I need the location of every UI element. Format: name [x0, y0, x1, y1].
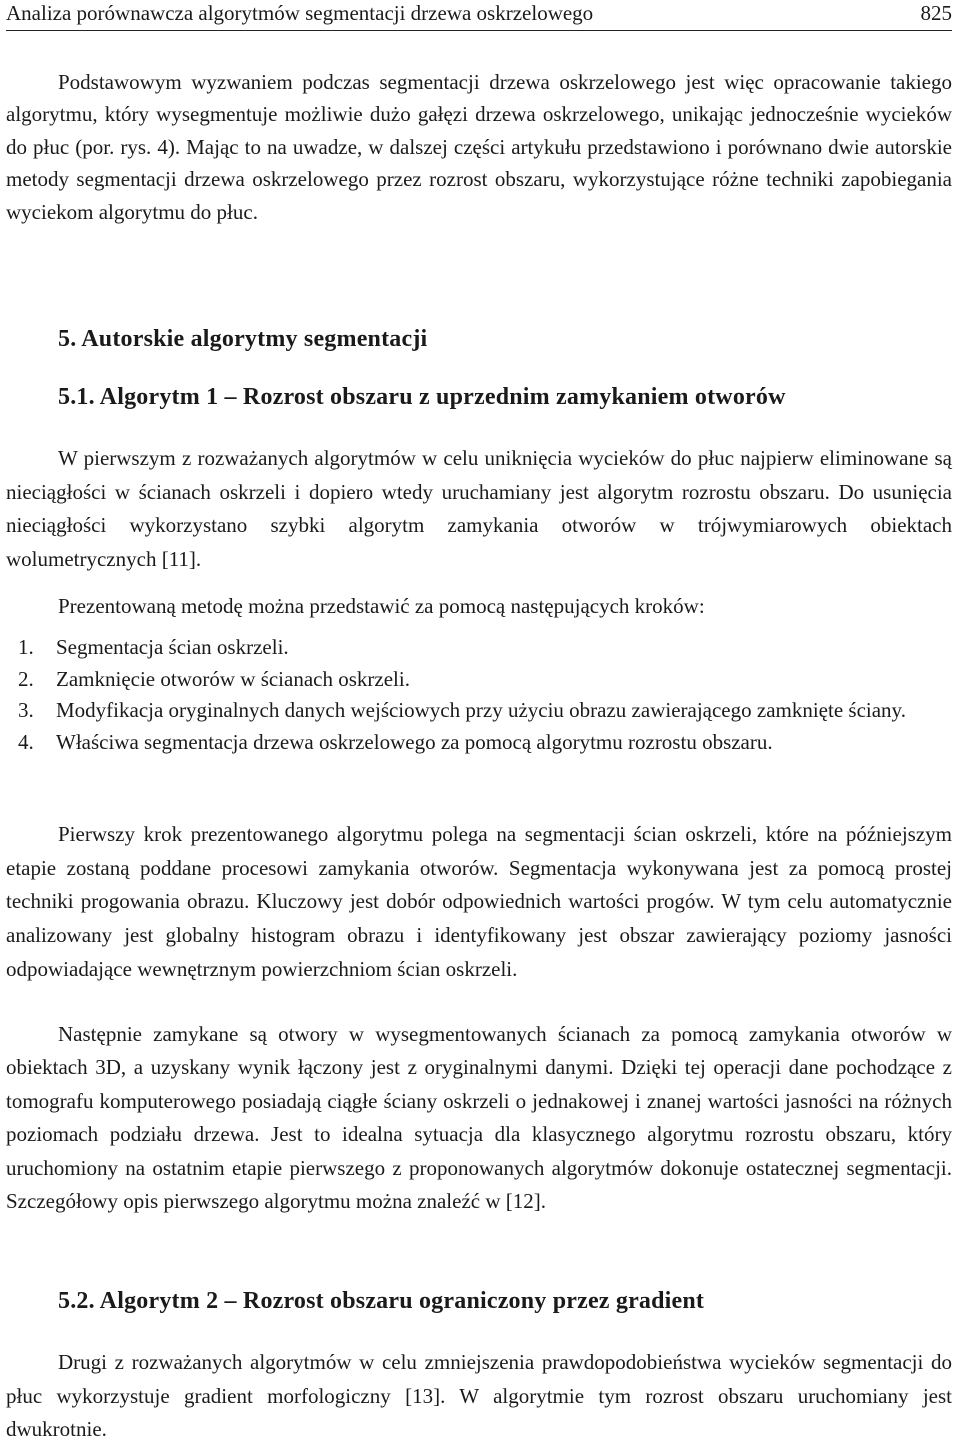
first-step-paragraph: Pierwszy krok prezentowanego algorytmu polega na segmentacji ścian oskrzeli, które na późniejszym etapie zostaną poddane procesowi zamykania otworów. Segmentacja wykonywana jest za pomocą prostej techniki progowania obrazu. Kluczowy jest dobór odpowiednich wartości progów. W tym celu automatycznie analizowany jest globalny histogram obrazu i identyfikowany jest obszar zawierający poziomy jasności odpowiadające wewnętrznym powierzchniom ścian oskrzeli.	[6, 822, 952, 981]
list-item	[6, 632, 952, 664]
list-item-text: Zamknięcie otworów w ścianach oskrzeli.	[56, 666, 410, 691]
page-number: 825	[920, 1, 952, 25]
algorithm-2-paragraph: Drugi z rozważanych algorytmów w celu zmniejszenia prawdopodobieństwa wycieków segmentacji do płuc wykorzystuje gradient morfologiczny [13]. W algorytmie tym rozrost obszaru uruchomiany jest dwukrotnie.	[6, 1350, 952, 1441]
list-item-text: Segmentacja ścian oskrzeli.	[56, 635, 289, 659]
next-step-paragraph: Następnie zamykane są otwory w wysegmentowanych ścianach za pomocą zamykania otworów w obiektach 3D, a uzyskany wynik łączony jest z oryginalnymi danymi. Dzięki tej operacji dane pochodzące z tomografu komputerowego posiadają ciągłe ściany oskrzeli o jednakowej i znanej wartości jasności na różnych poziomach podziału drzewa. Jest to idealna sytuacja dla klasycznego algorytmu rozrostu obszaru, który uruchomiony na ostatnim etapie pierwszego z proponowanych algorytmów dokonuje ostatecznej segmentacji. Szczegółowy opis pierwszego algorytmu można znaleźć w [12].	[6, 1022, 952, 1214]
list-item-text: Modyfikacja oryginalnych danych wejściowych przy użyciu obrazu zawierającego zamknięte ściany.	[56, 698, 906, 722]
steps-intro-paragraph: Prezentowaną metodę można przedstawić za pomocą następujących kroków:	[58, 594, 705, 618]
section-5-2-heading: 5.2. Algorytm 2 – Rozrost obszaru ograniczony przez gradient	[58, 1288, 705, 1314]
list-item-number: 1.	[18, 635, 34, 659]
list-item-number: 4.	[18, 729, 34, 754]
list-item-number: 2.	[18, 666, 34, 691]
algorithm-1-paragraph: W pierwszym z rozważanych algorytmów w celu uniknięcia wycieków do płuc najpierw eliminowane są nieciągłości w ścianach oskrzeli i dopiero wtedy uruchamiany jest algorytm rozrostu obszaru. Do usunięcia nieciągłości wykorzystano szybki algorytm zamykania otworów w trójwymiarowych obiektach wolumetrycznych [11].	[6, 446, 952, 571]
running-title: Analiza porównawcza algorytmów segmentacji drzewa oskrzelowego	[6, 1, 594, 25]
list-item-text: Właściwa segmentacja drzewa oskrzelowego za pomocą algorytmu rozrostu obszaru.	[56, 729, 773, 754]
section-5-heading: 5. Autorskie algorytmy segmentacji	[58, 326, 428, 352]
list-item	[6, 695, 952, 727]
steps-list	[6, 632, 952, 758]
intro-paragraph: Podstawowym wyzwaniem podczas segmentacji drzewa oskrzelowego jest więc opracowanie takiego algorytmu, który wysegmentuje możliwie dużo gałęzi drzewa oskrzelowego, unikając jednocześnie wycieków do płuc (por. rys. 4). Mając to na uwadze, w dalszej części artykułu przedstawiono i porównano dwie autorskie metody segmentacji drzewa oskrzelowego przez rozrost obszaru, wykorzystujące różne techniki zapobiegania wyciekom algorytmu do płuc.	[6, 70, 952, 224]
list-item-number: 3.	[18, 698, 34, 722]
list-item	[6, 664, 952, 696]
list-item	[6, 727, 952, 759]
section-5-1-heading: 5.1. Algorytm 1 – Rozrost obszaru z uprzednim zamykaniem otworów	[58, 384, 786, 410]
running-header	[6, 0, 952, 31]
